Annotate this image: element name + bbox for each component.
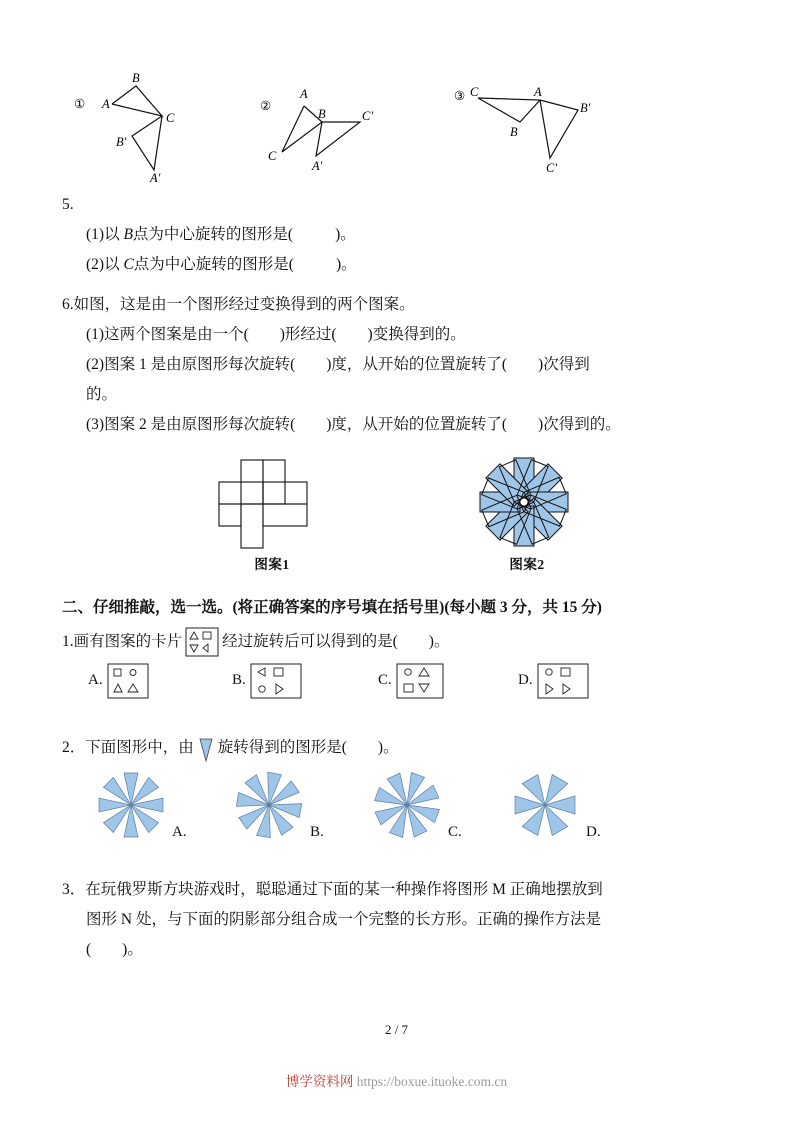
q5-item-1-prefix: (1)以 <box>86 226 124 243</box>
svg-text:C: C <box>166 111 175 125</box>
svg-text:A': A' <box>312 159 323 173</box>
q2-option-b[interactable] <box>230 771 324 843</box>
q2-stem <box>62 733 732 763</box>
pattern-2-caption: 图案2 <box>509 557 545 572</box>
q1-option-c[interactable] <box>378 663 444 699</box>
figure-1-number: ① <box>74 97 86 111</box>
svg-text:A': A' <box>150 171 161 185</box>
pattern-2 <box>462 454 592 573</box>
q1-option-a[interactable] <box>88 663 149 699</box>
q5-item-2-tail: )。 <box>335 256 357 273</box>
q1-stem <box>62 627 732 657</box>
svg-text:C: C <box>470 85 479 99</box>
q2-options <box>62 771 732 857</box>
q2-stem-shape <box>197 735 215 763</box>
q5-item-2 <box>62 250 732 280</box>
q5-item-1 <box>62 220 732 250</box>
q2-option-d-label: D. <box>586 824 601 841</box>
q2-option-c[interactable] <box>368 771 462 843</box>
figure-3 <box>454 70 644 185</box>
q6-stem: 6.如图，这是由一个图形经过变换得到的两个图案。 <box>62 296 415 313</box>
q5-number: 5. <box>62 196 74 213</box>
svg-text:A: A <box>300 87 308 101</box>
watermark <box>0 1070 793 1090</box>
q5-item-2-var: C <box>123 256 134 273</box>
watermark-site-name: 博学资料网 <box>285 1074 354 1089</box>
q2-option-a[interactable] <box>92 771 187 843</box>
q1-text-before: 1.画有图案的卡片 <box>62 633 183 650</box>
svg-text:C': C' <box>362 109 374 123</box>
q1-option-c-label: C. <box>378 671 392 688</box>
q1-option-d[interactable] <box>518 663 589 699</box>
q5-item-2-suffix: 点为中心旋转的图形是( <box>133 256 294 273</box>
figure-2-number: ② <box>260 99 272 113</box>
svg-text:B: B <box>132 71 140 85</box>
svg-text:B': B' <box>580 101 591 115</box>
top-figures-row <box>62 70 732 190</box>
q2-text-after: 旋转得到的图形是( )。 <box>217 739 399 757</box>
q2-option-a-label: A. <box>172 824 187 841</box>
q5-item-1-suffix: 点为中心旋转的图形是( <box>132 226 294 243</box>
section-2-heading: 二、仔细推敲，选一选。(将正确答案的序号填在括号里)(每小题 3 分，共 15 分) <box>62 599 602 616</box>
watermark-url: https://boxue.ituoke.com.cn <box>356 1074 508 1089</box>
q3-line-3: ( )。 <box>86 941 143 959</box>
q2-option-d[interactable] <box>506 771 601 843</box>
q2-option-c-label: C. <box>448 824 462 841</box>
q5-item-1-tail: )。 <box>335 226 356 243</box>
pattern-figures <box>62 454 732 579</box>
q1-option-a-label: A. <box>88 671 103 688</box>
figure-3-number: ③ <box>454 89 466 103</box>
pattern-1 <box>207 454 337 573</box>
page-number: 2 / 7 <box>384 1022 409 1037</box>
svg-text:A: A <box>534 85 542 99</box>
pattern-1-caption: 图案1 <box>254 557 290 572</box>
q1-option-b[interactable] <box>232 663 302 699</box>
q1-text-after: 经过旋转后可以得到的是( )。 <box>222 633 450 650</box>
q2-text-before: 2．下面图形中，由 <box>62 739 194 757</box>
q6-line-3: 的。 <box>86 386 118 403</box>
svg-text:C: C <box>268 149 277 163</box>
q5-item-2-prefix: (2)以 <box>86 256 124 273</box>
q2-option-b-label: B. <box>310 824 324 841</box>
q1-stem-card <box>185 627 219 657</box>
q1-option-d-label: D. <box>518 671 533 688</box>
figure-1 <box>74 70 234 185</box>
page-content <box>62 70 732 965</box>
figure-2 <box>260 70 440 185</box>
q1-option-b-label: B. <box>232 671 246 688</box>
q6-line-4: (3)图案 2 是由原图形每次旋转( )度，从开始的位置旋转了( )次得到的。 <box>86 416 621 433</box>
q6-line-1: (1)这两个图案是由一个( )形经过( )变换得到的。 <box>86 326 466 343</box>
q3-line-2: 图形 N 处，与下面的阴影部分组合成一个完整的长方形。正确的操作方法是 <box>86 911 601 929</box>
svg-text:B: B <box>318 107 326 121</box>
svg-text:B': B' <box>116 135 127 149</box>
q5-item-1-var: B <box>123 226 133 243</box>
q6-line-2: (2)图案 1 是由原图形每次旋转( )度，从开始的位置旋转了( )次得到 <box>86 356 590 373</box>
q1-options <box>62 663 732 719</box>
svg-text:C': C' <box>546 161 558 175</box>
q3-line-1: 3．在玩俄罗斯方块游戏时，聪聪通过下面的某一种操作将图形 M 正确地摆放到 <box>62 881 603 899</box>
svg-text:B: B <box>510 125 518 139</box>
svg-text:A: A <box>102 97 110 111</box>
